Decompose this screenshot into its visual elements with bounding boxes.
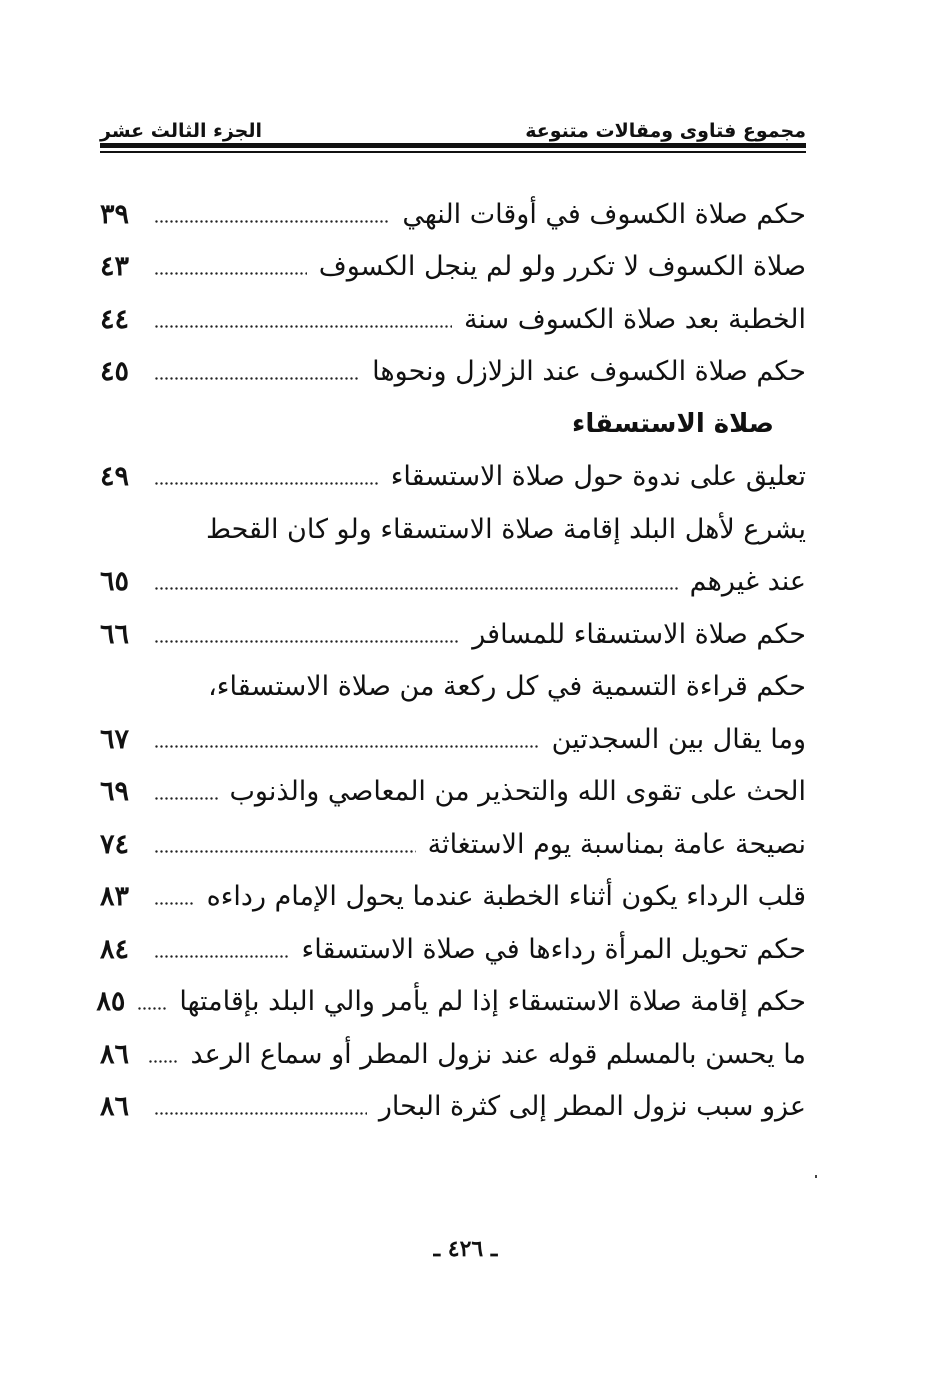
- toc-entry[interactable]: [100, 818, 806, 871]
- toc-entry[interactable]: [100, 293, 806, 346]
- toc-entry-title: حكم صلاة الاستسقاء للمسافر: [472, 618, 806, 650]
- toc-entry-title: الحث على تقوى الله والتحذير من المعاصي والذنوب: [229, 776, 806, 808]
- toc-entry[interactable]: [100, 923, 806, 976]
- toc-entry-title: حكم صلاة الكسوف عند الزلازل ونحوها: [372, 356, 806, 388]
- leader-dots: [154, 480, 379, 488]
- toc-entry[interactable]: [100, 451, 806, 504]
- toc-entry[interactable]: [100, 1028, 806, 1081]
- toc-entry[interactable]: [100, 188, 806, 241]
- section-heading: صلاة الاستسقاء: [572, 409, 774, 440]
- toc-entry[interactable]: [100, 608, 806, 661]
- toc-entry-page: ٨٦: [100, 1038, 130, 1070]
- toc-entry-title: حكم صلاة الكسوف في أوقات النهي: [402, 198, 806, 230]
- toc-entry-title: حكم تحويل المرأة رداءها في صلاة الاستسقاء: [301, 933, 806, 965]
- toc-entry-page: ٤٣: [100, 251, 130, 283]
- toc-entry[interactable]: [100, 241, 806, 294]
- toc-entry-page: ٨٤: [100, 933, 130, 965]
- table-of-contents: [96, 188, 806, 1133]
- leader-dots: [154, 270, 307, 278]
- toc-entry-page: ٦٦: [100, 618, 130, 650]
- leader-dots: [154, 952, 290, 960]
- toc-entry-title: وما يقال بين السجدتين: [551, 723, 806, 755]
- toc-entry-page: ٣٩: [100, 198, 130, 230]
- leader-dots: [154, 847, 416, 855]
- toc-entry-title: نصيحة عامة بمناسبة يوم الاستغاثة: [427, 828, 806, 860]
- leader-dots: [148, 1057, 178, 1065]
- toc-entry-page: ٨٦: [100, 1091, 130, 1123]
- toc-entry-title: عند غيرهم: [689, 566, 806, 598]
- leader-dots: [154, 637, 460, 645]
- leader-dots: [154, 322, 452, 330]
- leader-dots: [137, 1005, 167, 1013]
- toc-entry[interactable]: [100, 556, 806, 609]
- toc-entry-page: ٨٥: [96, 986, 126, 1018]
- toc-entry[interactable]: [100, 713, 806, 766]
- toc-entry-title: قلب الرداء يكون أثناء الخطبة عندما يحول الإمام رداءه: [206, 881, 806, 913]
- leader-dots: [154, 217, 390, 225]
- toc-entry-title: يشرع لأهل البلد إقامة صلاة الاستسقاء ولو كان القحط: [206, 513, 806, 545]
- toc-entry-title: حكم إقامة صلاة الاستسقاء إذا لم يأمر والي البلد بإقامتها: [179, 986, 806, 1018]
- toc-entry-page: ٦٩: [100, 776, 130, 808]
- toc-entry-title: الخطبة بعد صلاة الكسوف سنة: [463, 303, 806, 335]
- toc-entry-title: ما يحسن بالمسلم قوله عند نزول المطر أو سماع الرعد: [190, 1038, 806, 1070]
- book-title: مجموع فتاوى ومقالات متنوعة: [525, 120, 806, 142]
- toc-entry-first-line[interactable]: [100, 503, 806, 556]
- toc-entry[interactable]: [96, 976, 806, 1029]
- toc-entry-page: ٤٩: [100, 461, 130, 493]
- page-number: ـ ٤٢٦ ـ: [433, 1236, 498, 1262]
- toc-entry-page: ٤٥: [100, 356, 130, 388]
- toc-entry-title: صلاة الكسوف لا تكرر ولو لم ينجل الكسوف: [318, 251, 806, 283]
- running-header: [100, 112, 806, 142]
- toc-entry-page: ٦٥: [100, 566, 130, 598]
- leader-dots: [154, 585, 678, 593]
- leader-dots: [154, 900, 195, 908]
- leader-dots: [154, 795, 218, 803]
- toc-entry-title: حكم قراءة التسمية في كل ركعة من صلاة الاستسقاء،: [208, 671, 806, 703]
- leader-dots: [154, 375, 360, 383]
- header-rule-thick: [100, 143, 806, 148]
- toc-entry-page: ٦٧: [100, 723, 130, 755]
- toc-entry-first-line[interactable]: [100, 661, 806, 714]
- leader-dots: [154, 1110, 367, 1118]
- volume-label: الجزء الثالث عشر: [100, 120, 263, 142]
- toc-entry-page: ٤٤: [100, 303, 130, 335]
- toc-entry[interactable]: [100, 346, 806, 399]
- toc-entry-page: ٨٣: [100, 881, 130, 913]
- header-rule-thin: [100, 151, 806, 153]
- toc-entry[interactable]: [100, 1081, 806, 1134]
- toc-entry-page: ٧٤: [100, 828, 130, 860]
- toc-entry[interactable]: [100, 766, 806, 819]
- toc-entry[interactable]: [100, 871, 806, 924]
- leader-dots: [154, 742, 540, 750]
- toc-entry-title: عزو سبب نزول المطر إلى كثرة البحار: [378, 1091, 806, 1123]
- scan-speck: [815, 1175, 817, 1178]
- toc-entry-title: تعليق على ندوة حول صلاة الاستسقاء: [390, 461, 806, 493]
